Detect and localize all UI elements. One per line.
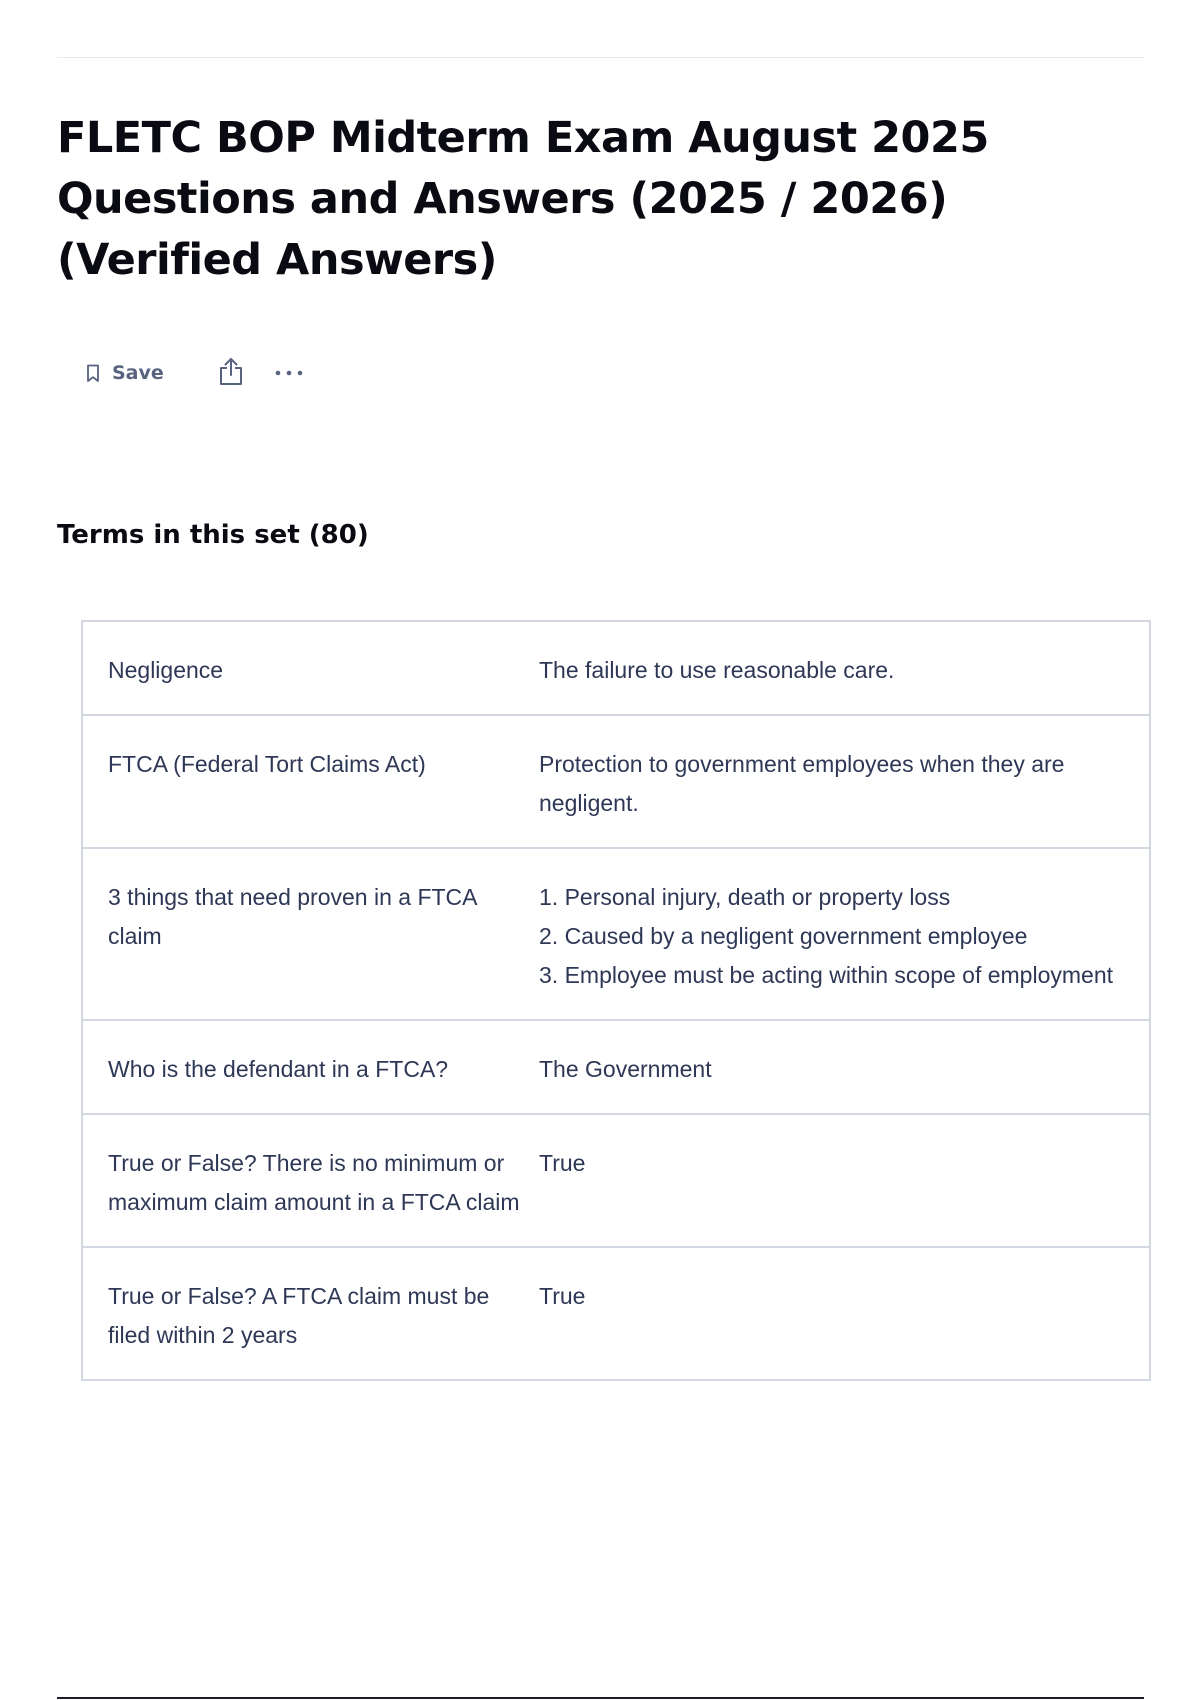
definition-text: Protection to government employees when they are negligent.	[539, 751, 1065, 816]
definition-text: True	[539, 1150, 586, 1176]
top-divider	[57, 57, 1144, 58]
terms-heading: Terms in this set (80)	[57, 520, 369, 550]
term-row	[83, 1019, 1149, 1113]
share-icon	[218, 356, 244, 391]
term-row	[83, 714, 1149, 847]
definition-text: True	[539, 1283, 586, 1309]
terms-table	[81, 620, 1151, 1381]
term-row	[83, 1113, 1149, 1246]
term-text: 3 things that need proven in a FTCA claim	[108, 884, 477, 949]
save-button[interactable]	[86, 362, 164, 384]
set-actions-toolbar	[86, 356, 304, 390]
term-text: True or False? There is no minimum or maximum claim amount in a FTCA claim	[108, 1150, 520, 1215]
page-title: FLETC BOP Midterm Exam August 2025 Questions and Answers (2025 / 2026) (Verified Answers)	[57, 113, 989, 285]
definition-text: The failure to use reasonable care.	[539, 657, 895, 683]
definition-text: The Government	[539, 1056, 712, 1082]
term-text: Negligence	[108, 657, 224, 683]
term-row	[83, 1246, 1149, 1379]
term-row	[83, 847, 1149, 1019]
definition-text: 1. Personal injury, death or property loss 2. Caused by a negligent government employee 3. Employee must be acting within scope of employment	[539, 884, 1114, 988]
share-button[interactable]	[218, 356, 244, 391]
term-text: Who is the defendant in a FTCA?	[108, 1056, 449, 1082]
term-row	[83, 622, 1149, 714]
term-text: FTCA (Federal Tort Claims Act)	[108, 751, 426, 777]
bottom-divider	[57, 1697, 1144, 1699]
more-options-icon	[274, 364, 304, 382]
bookmark-icon	[86, 364, 100, 383]
more-options-button[interactable]	[274, 364, 304, 382]
term-text: True or False? A FTCA claim must be filed within 2 years	[108, 1283, 490, 1348]
save-label: Save	[112, 362, 164, 384]
